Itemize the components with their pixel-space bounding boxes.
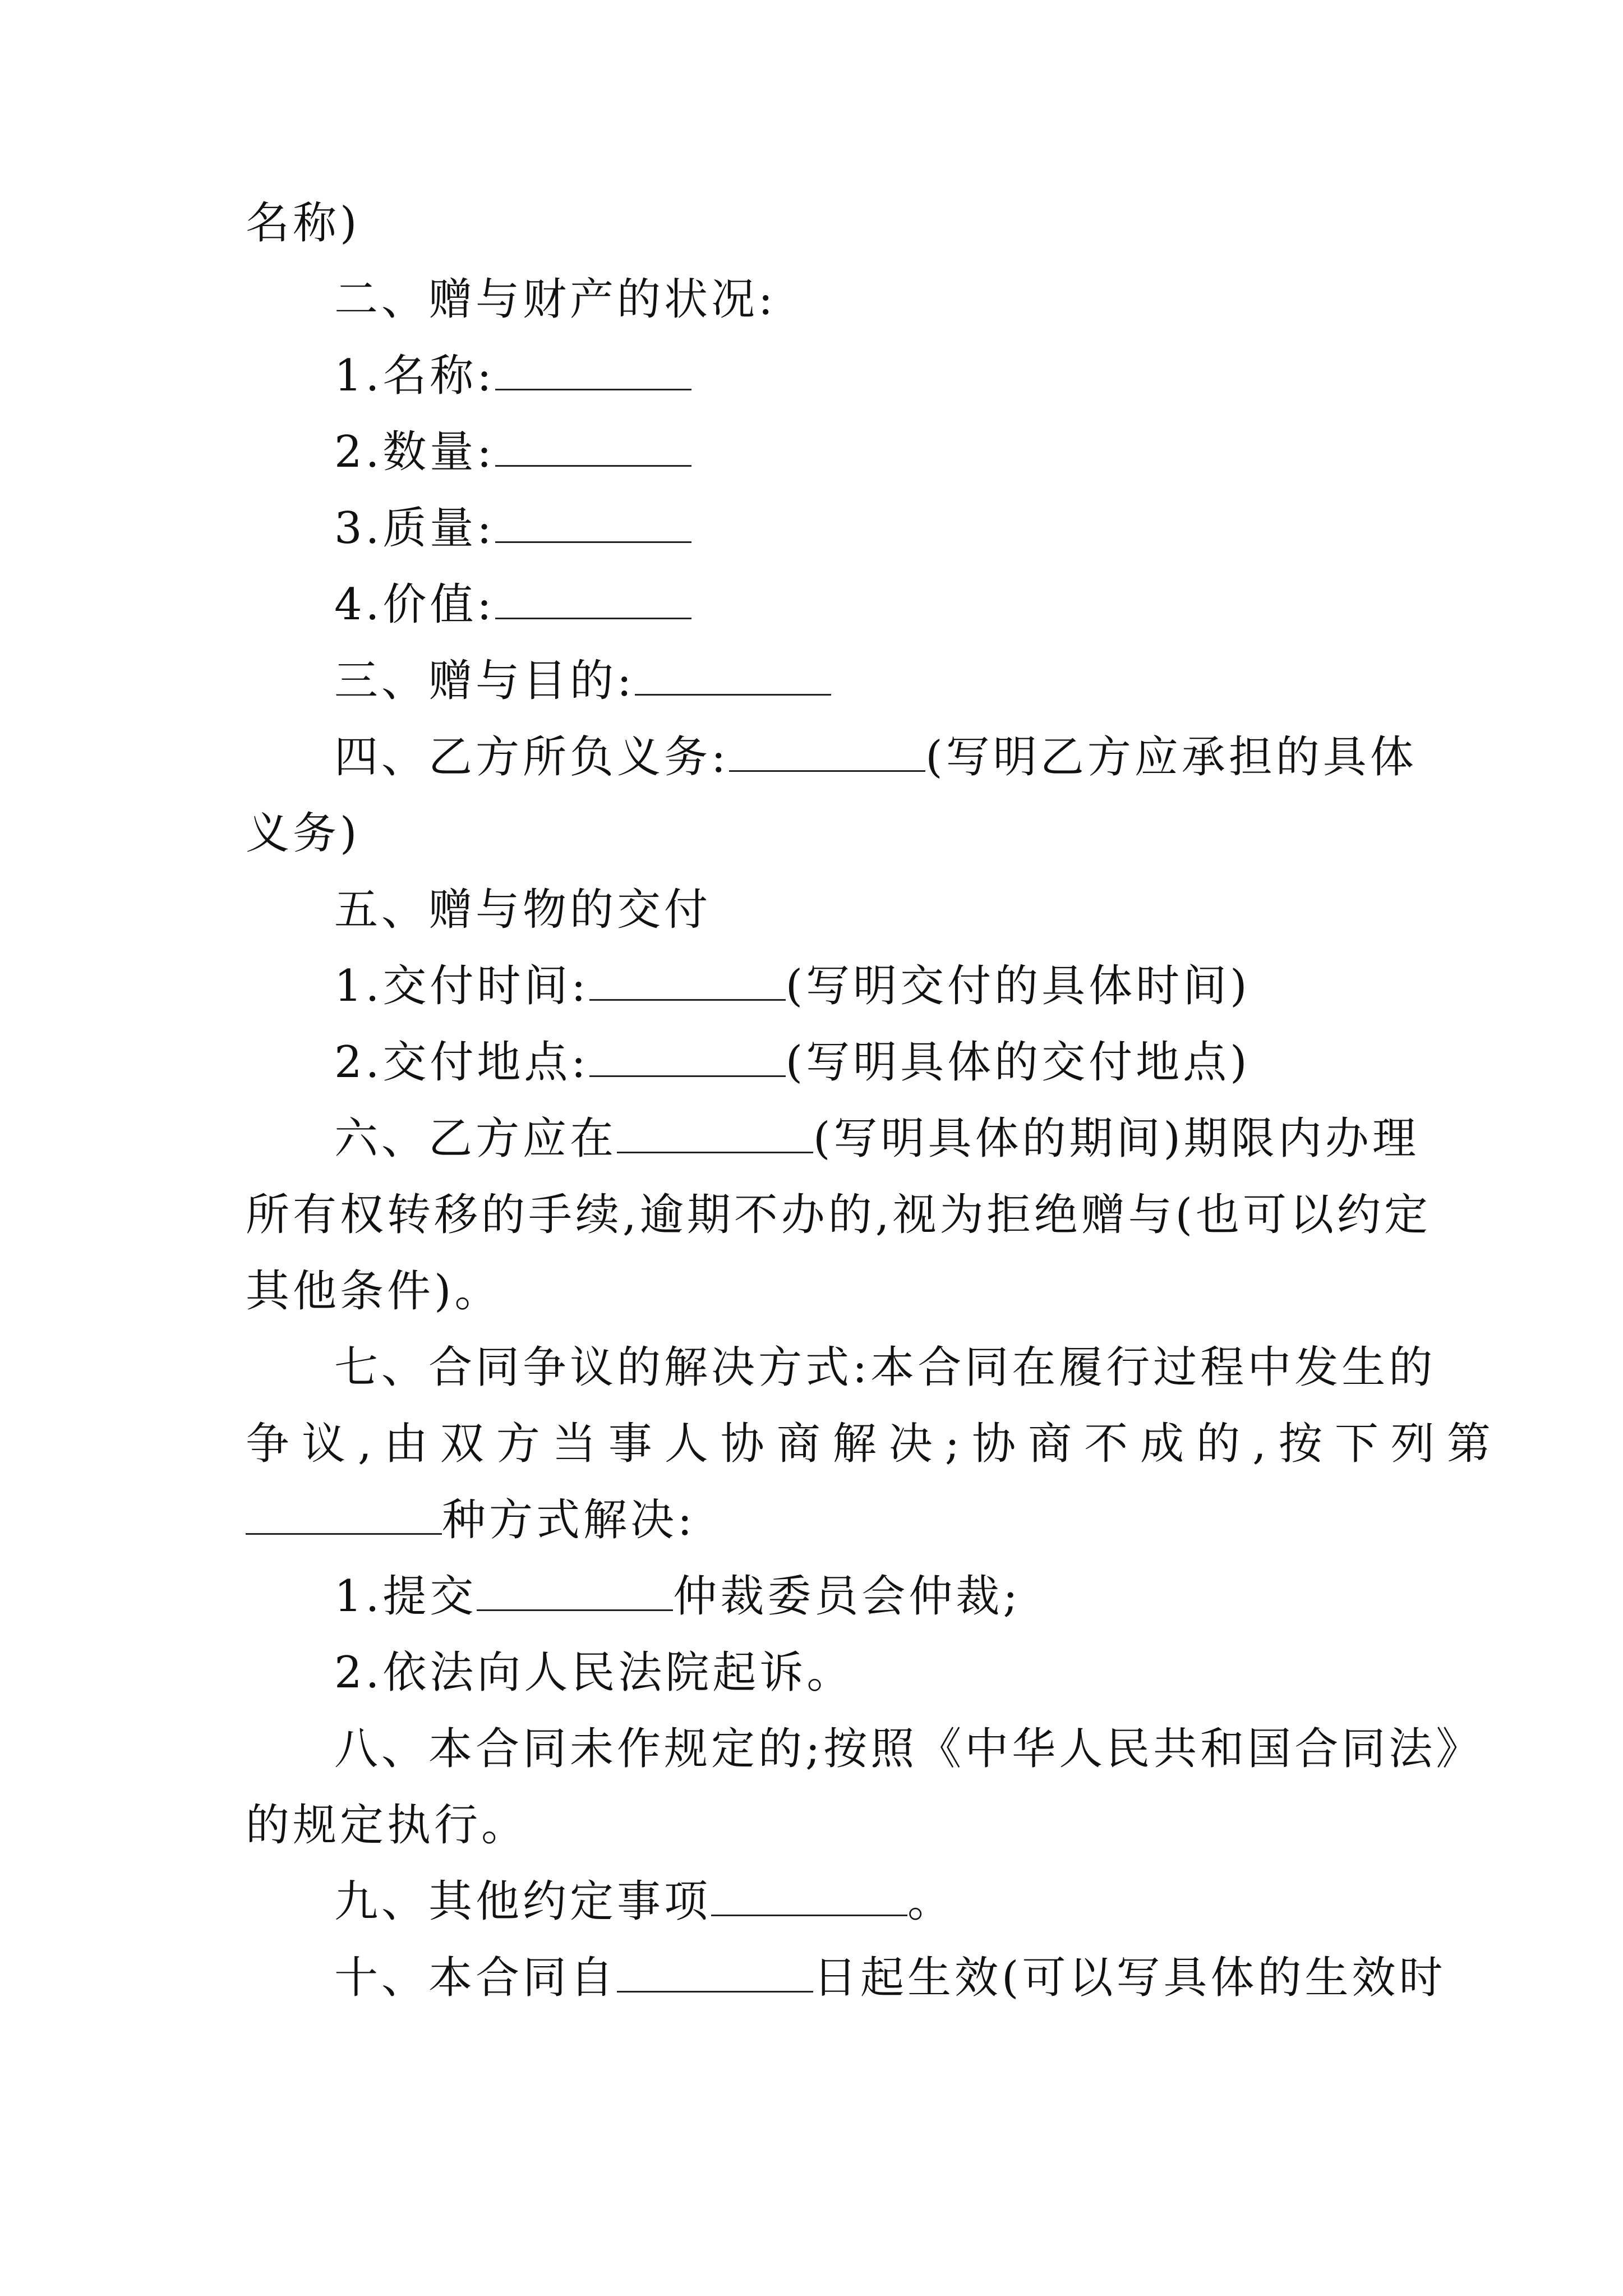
- option-arbitration: 1.提交 仲裁委员会仲裁;: [334, 1571, 1021, 1622]
- text-line: 争议,由双方当事人协商解决;协商不成的,按下列第: [246, 1419, 1503, 1469]
- section-heading-8: 八、本合同未作规定的;按照《中华人民共和国合同法》: [334, 1724, 1483, 1774]
- section-heading-6: 六、乙方应在 (写明具体的期间)期限内办理: [334, 1114, 1419, 1164]
- option-lawsuit: 2.依法向人民法院起诉。: [334, 1648, 854, 1698]
- text-line: 其他条件)。: [246, 1266, 502, 1317]
- fill-blank[interactable]: [711, 1875, 907, 1916]
- section-heading-2: 二、赠与财产的状况:: [334, 274, 777, 325]
- field-quality: 3.质量:: [334, 490, 691, 567]
- field-delivery-time: 1.交付时间: (写明交付的具体时间): [334, 961, 1251, 1011]
- fill-blank[interactable]: [589, 1036, 786, 1077]
- fill-blank[interactable]: [246, 1494, 442, 1535]
- field-delivery-place: 2.交付地点: (写明具体的交付地点): [334, 1037, 1251, 1088]
- fill-blank[interactable]: [589, 960, 786, 1001]
- text-line: 名称): [246, 198, 361, 249]
- fill-blank[interactable]: [477, 1570, 673, 1611]
- text-line: 种方式解决:: [246, 1482, 695, 1558]
- field-value: 4.价值:: [334, 567, 691, 643]
- section-heading-4: 四、乙方所负义务: (写明乙方应承担的具体: [334, 732, 1417, 783]
- field-name: 1.名称:: [334, 338, 691, 414]
- fill-blank[interactable]: [495, 578, 691, 619]
- fill-blank[interactable]: [617, 1952, 813, 1993]
- fill-blank[interactable]: [495, 502, 691, 543]
- section-heading-10: 十、本合同自 日起生效(可以写具体的生效时: [334, 1953, 1446, 2003]
- text-line: 义务): [246, 808, 361, 859]
- field-quantity: 2.数量:: [334, 414, 691, 490]
- section-heading-5: 五、赠与物的交付: [334, 885, 712, 935]
- text-line: 的规定执行。: [246, 1800, 529, 1851]
- fill-blank[interactable]: [617, 1112, 813, 1153]
- fill-blank[interactable]: [635, 655, 831, 696]
- section-heading-7: 七、合同争议的解决方式:本合同在履行过程中发生的: [334, 1342, 1436, 1393]
- section-heading-9: 九、其他约定事项 。: [334, 1876, 955, 1927]
- text-line: 所有权转移的手续,逾期不办的,视为拒绝赠与(也可以约定: [246, 1190, 1432, 1240]
- fill-blank[interactable]: [729, 731, 925, 772]
- fill-blank[interactable]: [495, 426, 691, 467]
- section-heading-3: 三、赠与目的:: [334, 643, 831, 719]
- fill-blank[interactable]: [495, 349, 691, 390]
